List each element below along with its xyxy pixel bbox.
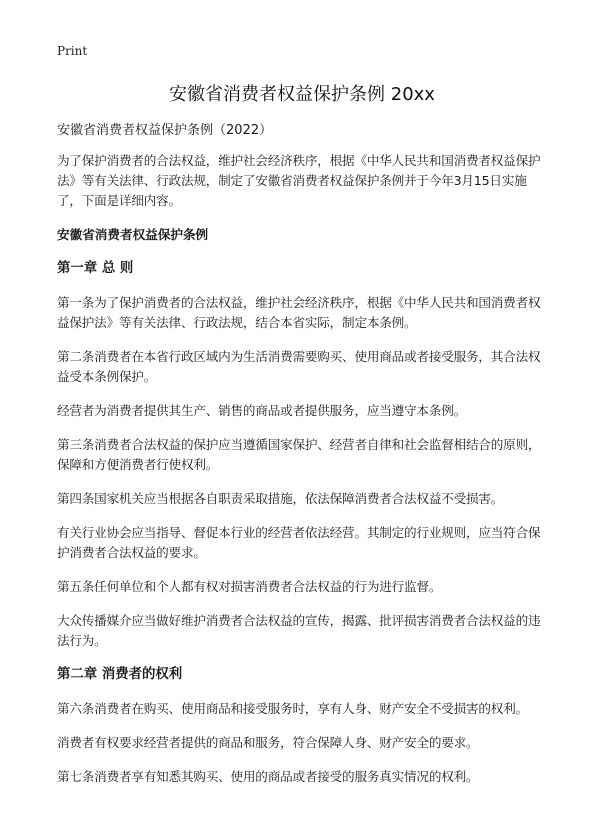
document-subtitle: 安徽省消费者权益保护条例（2022） <box>57 123 273 138</box>
chapter-2-heading: 第二章 消费者的权利 <box>57 667 183 682</box>
intro-paragraph: 为了保护消费者的合法权益，维护社会经济秩序，根据《中华人民共和国消费者权益保护法》等有关法律、行政法规，制定了安徽省消费者权益保护条例并于今年3月15日实施了，下面是详细内容。 <box>57 153 541 208</box>
document-heading: 安徽省消费者权益保护条例 <box>57 227 209 242</box>
document-body <box>57 151 547 801</box>
article-6: 第六条消费者在购买、使用商品和接受服务时，享有人身、财产安全不受损害的权利。 <box>57 701 528 716</box>
article-4: 第四条国家机关应当根据各自职责采取措施，依法保障消费者合法权益不受损害。 <box>57 491 504 506</box>
article-7: 第七条消费者享有知悉其购买、使用的商品或者接受的服务真实情况的权利。 <box>57 769 479 784</box>
article-5-paragraph-2: 大众传播媒介应当做好维护消费者合法权益的宣传，揭露、批评损害消费者合法权益的违法行为。 <box>57 613 541 648</box>
article-1: 第一条为了保护消费者的合法权益，维护社会经济秩序，根据《中华人民共和国消费者权益保护法》等有关法律、行政法规，结合本省实际，制定本条例。 <box>57 295 541 330</box>
article-4-paragraph-2: 有关行业协会应当指导、督促本行业的经营者依法经营。其制定的行业规则，应当符合保护消费者合法权益的要求。 <box>57 525 541 560</box>
chapter-1-heading: 第一章 总 则 <box>57 261 134 276</box>
article-2-paragraph-2: 经营者为消费者提供其生产、销售的商品或者提供服务，应当遵守本条例。 <box>57 403 466 418</box>
article-5: 第五条任何单位和个人都有权对损害消费者合法权益的行为进行监督。 <box>57 579 442 594</box>
article-6-paragraph-2: 消费者有权要求经营者提供的商品和服务，符合保障人身、财产安全的要求。 <box>57 735 479 750</box>
article-3: 第三条消费者合法权益的保护应当遵循国家保护、经营者自律和社会监督相结合的原则，保障和方便消费者行使权利。 <box>57 437 541 472</box>
print-link[interactable]: Print <box>57 44 88 58</box>
article-2: 第二条消费者在本省行政区域内为生活消费需要购买、使用商品或者接受服务，其合法权益受本条例保护。 <box>57 349 541 384</box>
page-title: 安徽省消费者权益保护条例 20xx <box>169 84 435 105</box>
